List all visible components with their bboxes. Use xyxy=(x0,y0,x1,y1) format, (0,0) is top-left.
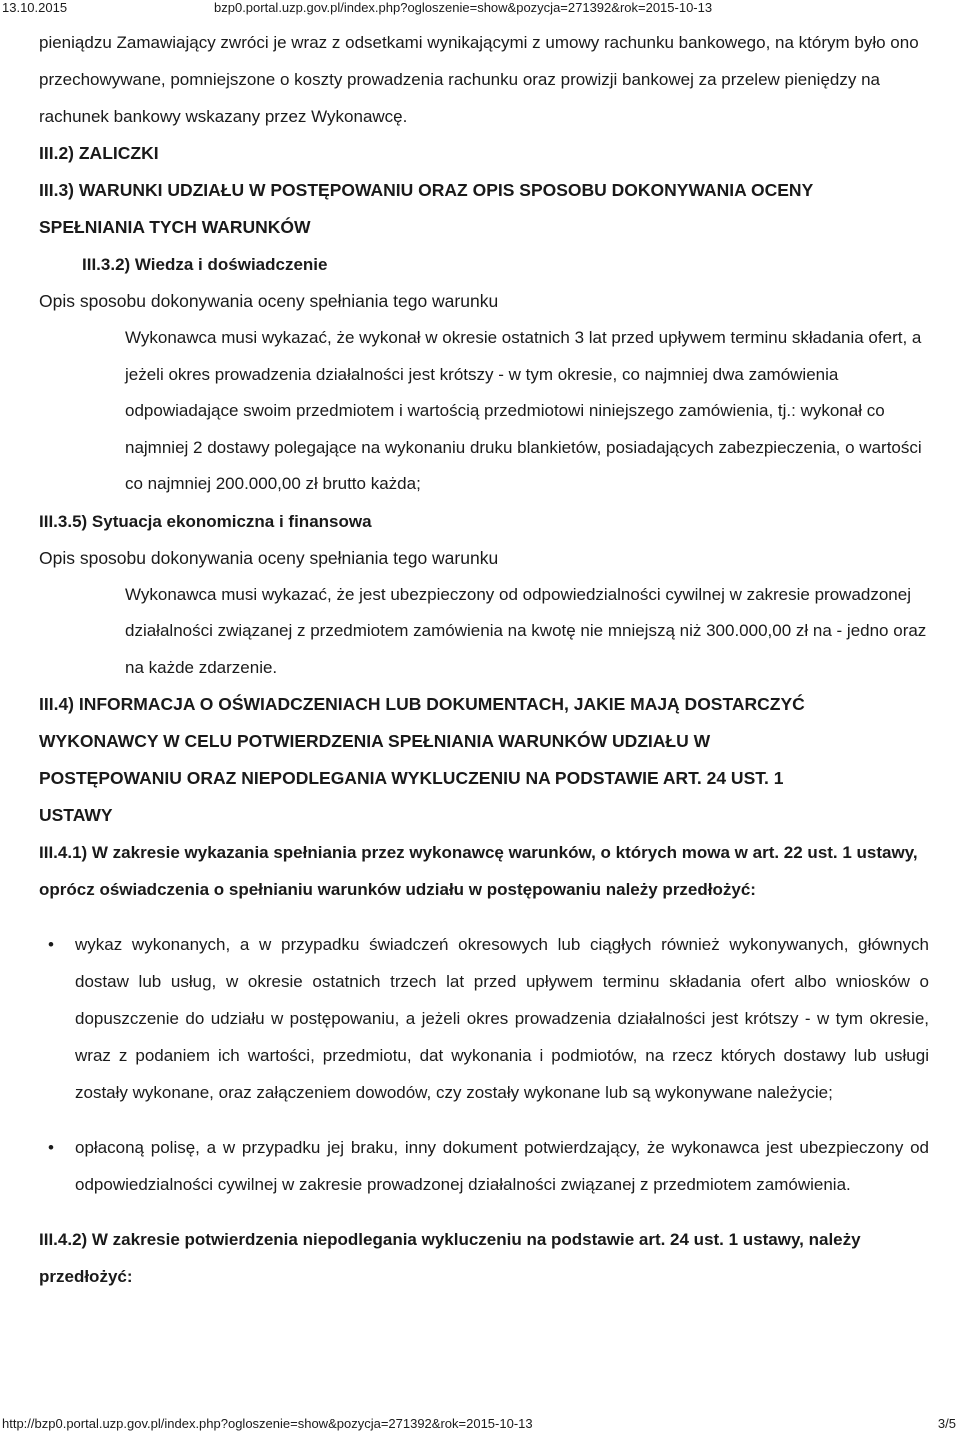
section-informacja-line-4: USTAWY xyxy=(39,805,113,825)
list-item-text: wykaz wykonanych, a w przypadku świadczeń okresowych lub ciągłych również wykonywanych, głównych dostaw lub usług, w okresie ostatnich trzech lat przed upływem terminu składania ofert albo wniosków o dopuszczenie do udziału w postępowaniu, a jeżeli okres prowadzenia działalności jest krótszy - w tym okresie, wraz z podaniem ich wartości, przedmiotu, dat wykonania i podmiotów, na rzecz których dostawy lub usługi zostały wykonane, oraz załączeniem dowodów, czy zostały wykonane lub są wykonywane należycie; xyxy=(75,935,929,1102)
section-warunki-line-2: SPEŁNIANIA TYCH WARUNKÓW xyxy=(39,217,311,237)
page-number: 3/5 xyxy=(937,1416,956,1431)
document-list xyxy=(39,926,929,1203)
print-footer xyxy=(0,1413,960,1431)
subsection-4-1-heading: III.4.1) W zakresie wykazania spełniania przez wykonawcę warunków, o których mowa w art. 22 ust. 1 ustawy, oprócz oświadczenia o spełnianiu warunków udziału w postępowaniu należy przedłożyć: xyxy=(39,843,918,899)
section-informacja-line-2: WYKONAWCY W CELU POTWIERDZENIA SPEŁNIANIA WARUNKÓW UDZIAŁU W xyxy=(39,731,711,751)
section-warunki-line-1: III.3) WARUNKI UDZIAŁU W POSTĘPOWANIU ORAZ OPIS SPOSOBU DOKONYWANIA OCENY xyxy=(39,180,814,200)
section-warunki-heading xyxy=(39,172,929,246)
list-item xyxy=(39,926,929,1111)
section-informacja-line-1: III.4) INFORMACJA O OŚWIADCZENIACH LUB DOKUMENTACH, JAKIE MAJĄ DOSTARCZYĆ xyxy=(39,694,805,714)
sytuacja-label: Opis sposobu dokonywania oceny spełniania tego warunku xyxy=(39,547,499,568)
sytuacja-heading: III.3.5) Sytuacja ekonomiczna i finansowa xyxy=(39,511,372,531)
list-item xyxy=(39,1129,929,1203)
print-header xyxy=(0,0,960,20)
list-item-text: opłaconą polisę, a w przypadku jej braku, inny dokument potwierdzający, że wykonawca jest ubezpieczony od odpowiedzialności cywilnej w zakresie prowadzonej działalności związanej z przedmiotem zamówienia. xyxy=(75,1138,929,1194)
bullet-icon: • xyxy=(48,935,54,954)
section-informacja-heading xyxy=(39,686,929,834)
section-informacja-line-3: POSTĘPOWANIU ORAZ NIEPODLEGANIA WYKLUCZENIU NA PODSTAWIE ART. 24 UST. 1 xyxy=(39,768,784,788)
wiedza-heading: III.3.2) Wiedza i doświadczenie xyxy=(82,255,328,274)
intro-paragraph: pieniądzu Zamawiający zwróci je wraz z odsetkami wynikającymi z umowy rachunku bankowego, na którym było ono przechowywane, pomniejszone o koszty prowadzenia rachunku oraz prowizji bankowej za przelew pieniędzy na rachunek bankowy wskazany przez Wykonawcę. xyxy=(39,33,919,126)
print-header-url: bzp0.portal.uzp.gov.pl/index.php?ogloszenie=show&pozycja=271392&rok=2015-10-13 xyxy=(214,0,713,15)
section-zaliczki-heading: III.2) ZALICZKI xyxy=(39,143,159,163)
print-date: 13.10.2015 xyxy=(2,0,68,15)
wiedza-text: Wykonawca musi wykazać, że wykonał w okresie ostatnich 3 lat przed upływem terminu składania ofert, a jeżeli okres prowadzenia działalności jest krótszy - w tym okresie, co najmniej dwa zamówienia odpowiadające swoim przedmiotem i wartością przedmiotowi niniejszego zamówienia, tj.: wykonał co najmniej 2 dostawy polegające na wykonaniu druku blankietów, posiadających zabezpieczenia, o wartości co najmniej 200.000,00 zł brutto każda; xyxy=(125,328,922,493)
bullet-icon: • xyxy=(48,1138,54,1157)
subsection-4-2-heading: III.4.2) W zakresie potwierdzenia niepodlegania wykluczeniu na podstawie art. 24 ust. 1 ustawy, należy przedłożyć: xyxy=(39,1230,861,1286)
wiedza-label: Opis sposobu dokonywania oceny spełniania tego warunku xyxy=(39,291,499,311)
sytuacja-text: Wykonawca musi wykazać, że jest ubezpieczony od odpowiedzialności cywilnej w zakresie prowadzonej działalności związanej z przedmiotem zamówienia na kwotę nie mniejszą niż 300.000,00 zł na - jedno oraz na każde zdarzenie. xyxy=(125,584,927,677)
document-content xyxy=(39,22,929,1295)
print-footer-url: http://bzp0.portal.uzp.gov.pl/index.php?ogloszenie=show&pozycja=271392&rok=2015-10-13 xyxy=(2,1416,533,1431)
